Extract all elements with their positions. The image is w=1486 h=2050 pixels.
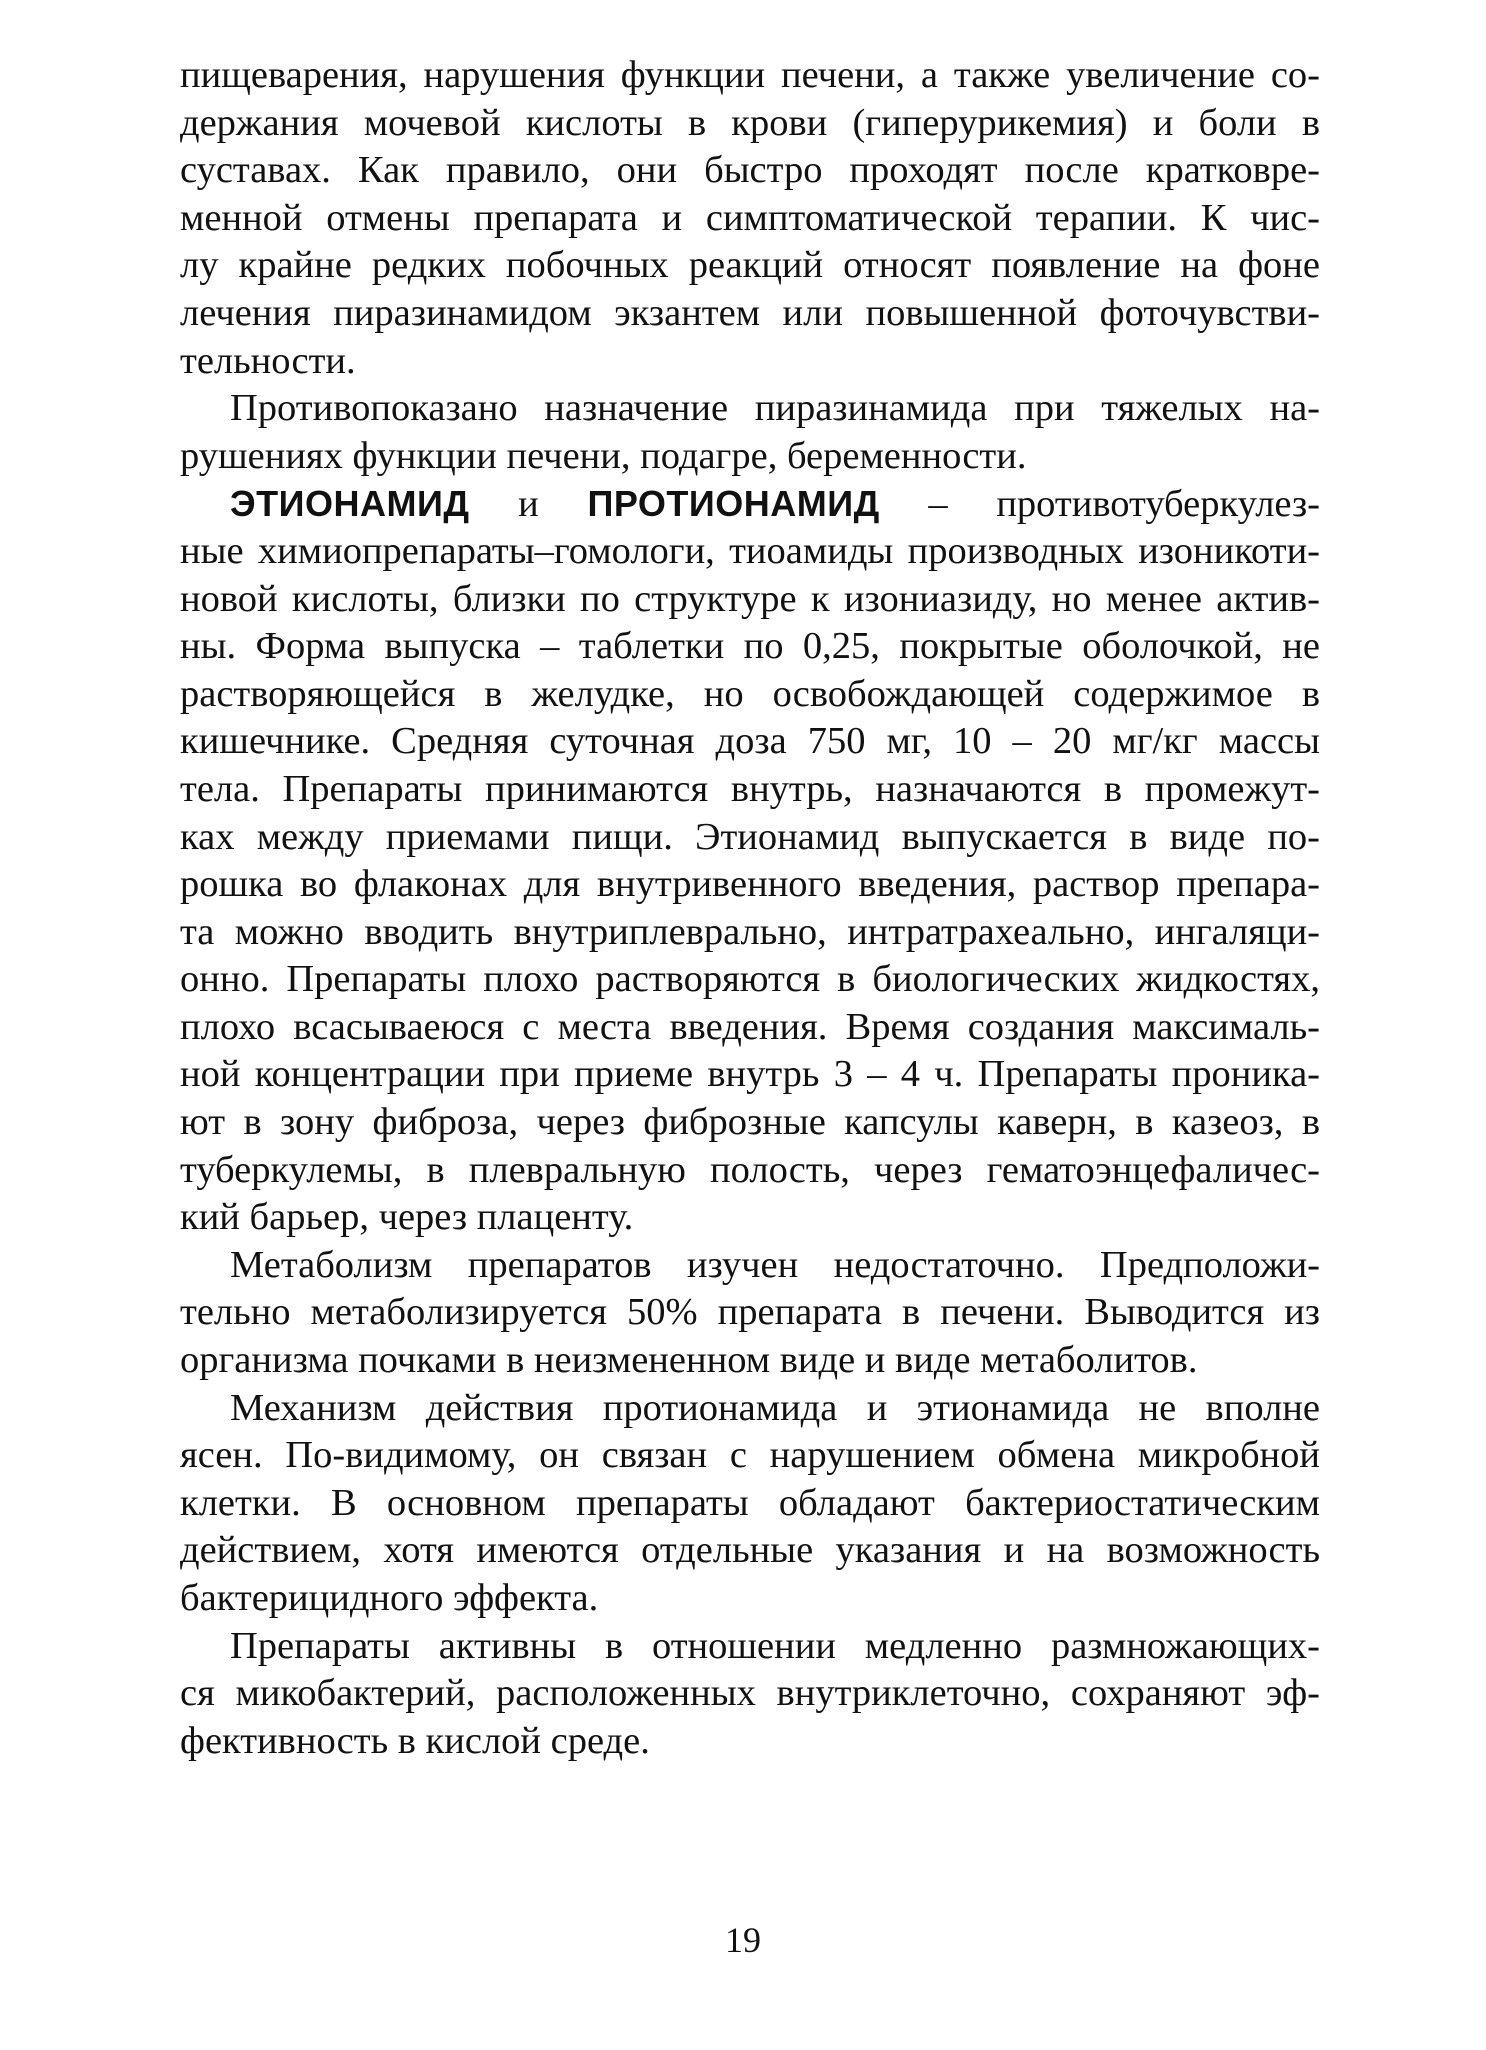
text-line: ют в зону фиброза, через фиброзные капсулы каверн, в казеоз, в	[180, 1101, 1320, 1144]
text-line: рошка во флаконах для внутривенного введения, раствор препара-	[180, 863, 1320, 906]
text-line: лу крайне редких побочных реакций относят появление на фоне	[180, 244, 1320, 287]
paragraph-mechanism	[180, 1385, 1320, 1623]
text-line: тельно метаболизируется 50% препарата в печени. Выводится из	[180, 1291, 1320, 1334]
text-line: Механизм действия протионамида и этионамида не вполне	[230, 1386, 1320, 1429]
heading-rest: – противотуберкулез-	[879, 483, 1320, 526]
text-line: ной концентрации при приеме внутрь 3 – 4 ч. Препараты проника-	[180, 1053, 1320, 1096]
text-line: организма почками в неизмененном виде и виде метаболитов.	[180, 1339, 1198, 1382]
text-line: ные химиопрепараты–гомологи, тиоамиды производных изоникоти-	[180, 529, 1320, 572]
text-line: клетки. В основном препараты обладают бактериостатическим	[180, 1481, 1320, 1524]
text-line: суставах. Как правило, они быстро проходят после кратковре-	[180, 149, 1320, 192]
text-line: фективность в кислой среде.	[180, 1719, 650, 1762]
text-line: та можно вводить внутриплеврально, интратрахеально, ингаляци-	[180, 910, 1320, 953]
drug-name-protionamide: ПРОТИОНАМИД	[587, 483, 880, 525]
text-line: Противопоказано назначение пиразинамида при тяжелых на-	[230, 387, 1320, 430]
drug-name-ethionamide: ЭТИОНАМИД	[230, 483, 470, 525]
paragraph-activity	[180, 1623, 1320, 1766]
text-line: ясен. По-видимому, он связан с нарушением обмена микробной	[180, 1434, 1320, 1477]
text-line: ны. Форма выпуска – таблетки по 0,25, покрытые оболочкой, не	[180, 625, 1320, 668]
heading-conjunction: и	[469, 483, 588, 526]
text-line: кишечнике. Средняя суточная доза 750 мг, 10 – 20 мг/кг массы	[180, 720, 1320, 763]
text-line: тельности.	[180, 339, 356, 382]
text-line: пищеварения, нарушения функции печени, а также увеличение со-	[180, 54, 1320, 96]
paragraph-side-effects	[180, 52, 1320, 385]
text-line: действием, хотя имеются отдельные указания и на возможность	[180, 1529, 1320, 1572]
page-number: 19	[725, 1920, 761, 1960]
text-line: лечения пиразинамидом экзантем или повышенной фоточувстви-	[180, 291, 1320, 334]
text-line: плохо всасываеюся с места введения. Время создания максималь-	[180, 1005, 1320, 1048]
paragraph-contraindications	[180, 385, 1320, 480]
text-line: рушениях функции печени, подагре, беременности.	[180, 434, 1027, 477]
paragraph-metabolism	[180, 1242, 1320, 1385]
text-line: бактерицидного эффекта.	[180, 1577, 599, 1619]
text-line: менной отмены препарата и симптоматической терапии. К чис-	[180, 196, 1320, 239]
text-line: онно. Препараты плохо растворяются в биологических жидкостях,	[180, 958, 1320, 1001]
text-line: туберкулемы, в плевральную полость, через гематоэнцефаличес-	[180, 1148, 1320, 1191]
heading-line	[180, 480, 1320, 528]
text-line: ках между приемами пищи. Этионамид выпускается в виде по-	[180, 815, 1320, 858]
text-line: Метаболизм препаратов изучен недостаточно. Предположи-	[230, 1243, 1320, 1286]
paragraph-ethionamide-intro	[180, 480, 1320, 1242]
text-line: держания мочевой кислоты в крови (гиперурикемия) и боли в	[180, 101, 1320, 144]
text-line: новой кислоты, близки по структуре к изониазиду, но менее актив-	[180, 577, 1320, 620]
text-line: ся микобактерий, расположенных внутриклеточно, сохраняют эф-	[180, 1672, 1320, 1715]
text-line: кий барьер, через плаценту.	[180, 1196, 634, 1239]
text-line: тела. Препараты принимаются внутрь, назначаются в промежут-	[180, 767, 1320, 810]
text-line: растворяющейся в желудке, но освобождающей содержимое в	[180, 672, 1320, 715]
text-line: Препараты активны в отношении медленно размножающих-	[230, 1624, 1320, 1667]
book-page-text	[180, 52, 1320, 1765]
